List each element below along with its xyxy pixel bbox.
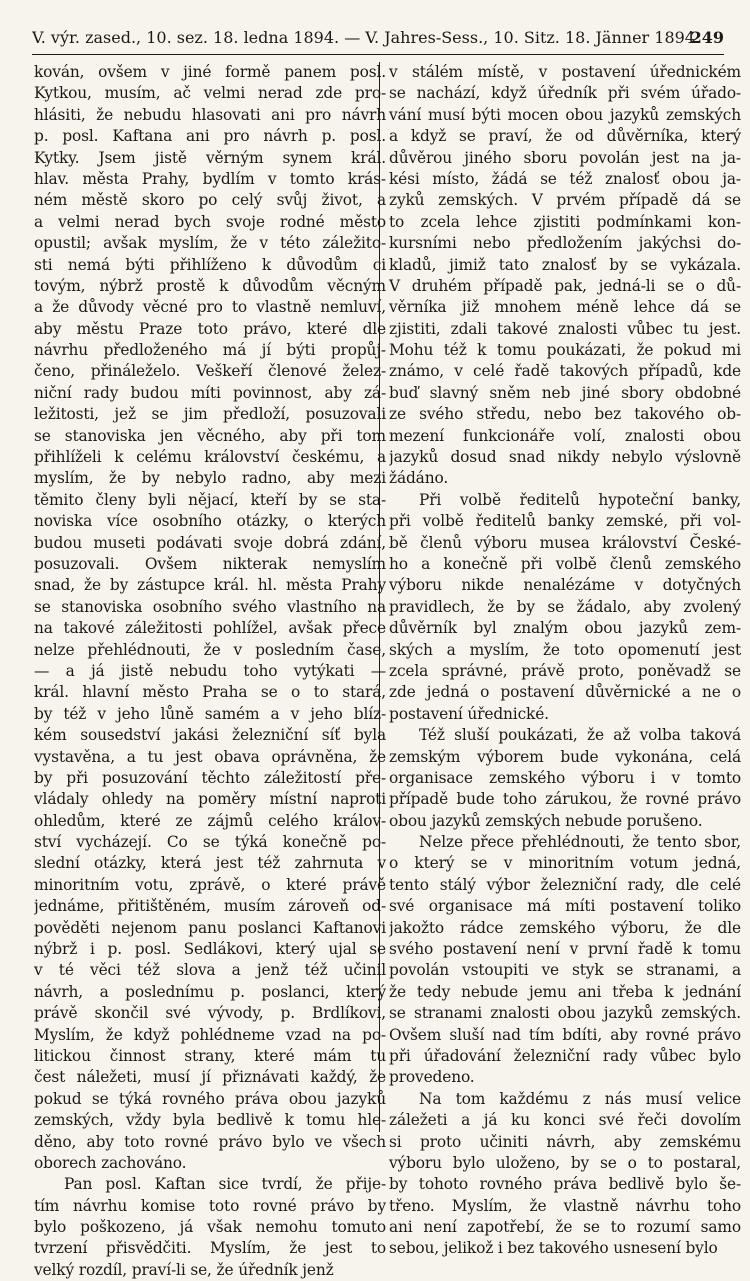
text-line: zemským výborem bude vykonána, celá xyxy=(389,747,741,766)
text-line: pověděti nejenom panu poslanci Kaftanovi xyxy=(34,918,386,937)
text-line: nelze přehlédnouti, že v posledním čase, xyxy=(34,640,386,659)
text-line: věrníka již mnohem méně lehce dá se xyxy=(389,298,741,317)
text-line: král. hlavní město Praha se o to stará, xyxy=(34,683,386,702)
text-line: Kytky. Jsem jistě věrným synem král. xyxy=(34,148,386,167)
text-line: jakožto rádce zemského výboru, že dle xyxy=(389,918,741,937)
text-line: pokud se týká rovného práva obou jazyků xyxy=(34,1089,386,1108)
text-line: buď slavný sněm neb jiné sbory obdobné xyxy=(389,383,741,402)
text-line: tvrzení přisvědčiti. Myslím, že jest to xyxy=(34,1239,386,1258)
text-line: aby městu Praze toto právo, které dle xyxy=(34,319,386,338)
text-line: vystavěna, a tu jest obava oprávněna, že xyxy=(34,747,386,766)
text-line: zyků zemských. V prvém případě dá se xyxy=(389,191,741,210)
text-line: návrhu předloženého má jí býti propůj- xyxy=(34,341,386,360)
text-line: čeno, přináleželo. Veškeří členové želez- xyxy=(34,362,386,381)
text-line: kém sousedství jakási železniční síť byla xyxy=(34,726,386,745)
text-line: minoritním votu, zprávě, o které právě xyxy=(34,875,386,894)
text-line: jazyků dosud snad nikdy nebylo výslovně xyxy=(389,448,741,467)
text-line: při volbě ředitelů banky zemské, při vol- xyxy=(389,512,741,531)
text-line: právě skončil své vývody, p. Brdlíkovi, xyxy=(34,1004,386,1023)
text-line: přihlíželi k celému království českému, a xyxy=(34,448,386,467)
text-line: a velmi nerad bych svoje rodné město xyxy=(34,212,386,231)
text-line: sti nemá býti přihlíženo k důvodům ci xyxy=(34,255,386,274)
text-line: ném městě skoro po celý svůj život, a xyxy=(34,191,386,210)
text-line: v stálém místě, v postavení úřednickém xyxy=(389,63,741,81)
text-line: bylo poškozeno, já však nemohu tomuto xyxy=(34,1218,386,1237)
text-line: tento stálý výbor železniční rady, dle celé xyxy=(389,875,741,894)
text-line: a že důvody věcné pro to vlastně nemluví, xyxy=(34,298,386,317)
text-line: kursními nebo předložením jakýchsi do- xyxy=(389,234,741,253)
text-line: provedeno. xyxy=(389,1068,475,1087)
text-line: ohledům, které ze zájmů celého králov- xyxy=(34,811,386,830)
text-line: Pan posl. Kaftan sice tvrdí, že přije- xyxy=(64,1175,386,1194)
text-line: niční rady budou míti povinnost, aby zá- xyxy=(34,383,386,402)
text-line: vládaly ohledy na poměry místní naproti xyxy=(34,790,386,809)
page-number: 249 xyxy=(690,28,724,47)
text-line: posuzovali. Ovšem nikterak nemyslím xyxy=(34,554,386,573)
text-line: kladů, jimiž tato znalosť by se vykázala. xyxy=(389,255,741,274)
text-line: v té věci též slova a jenž též učinil xyxy=(34,961,386,980)
running-header xyxy=(32,28,724,47)
text-line: to zcela lehce zjistiti podmínkami kon- xyxy=(389,212,741,231)
text-line: kési místo, žádá se též znalosť obou ja- xyxy=(389,169,741,188)
text-line: zjistiti, zdali takové znalosti vůbec tu jest. xyxy=(389,319,741,338)
text-line: žádáno. xyxy=(389,469,449,488)
text-line: hlav. města Prahy, bydlím v tomto krás- xyxy=(34,169,386,188)
left-column xyxy=(34,62,386,1281)
text-line: slední otázky, která jest též zahrnuta v xyxy=(34,854,386,873)
text-line: výboru bylo uloženo, by se o to postaral, xyxy=(389,1153,741,1172)
text-line: obou jazyků zemských nebude porušeno. xyxy=(389,811,703,830)
text-line: Na tom každému z nás musí velice xyxy=(419,1089,741,1108)
header-rule xyxy=(32,54,724,55)
text-line: budou museti podávati svoje dobrá zdání, xyxy=(34,533,386,552)
text-line: své organisace má míti postavení toliko xyxy=(389,897,741,916)
text-line: ani není zapotřebí, že se to rozumí samo xyxy=(389,1218,741,1237)
text-line: Nelze přece přehlédnouti, že tento sbor, xyxy=(419,833,741,852)
text-line: Též sluší poukázati, že až volba taková xyxy=(419,726,741,745)
text-line: jednáme, přitištěném, musím zároveň od- xyxy=(34,897,386,916)
text-line: se stanoviska osobního svého vlastního na xyxy=(34,597,386,616)
text-line: Mohu též k tomu poukázati, že pokud mi xyxy=(389,341,741,360)
text-line: Při volbě ředitelů hypoteční banky, xyxy=(419,490,741,509)
text-line: se stanoviska jen věcného, aby při tom xyxy=(34,426,386,445)
text-line: organisace zemského výboru i v tomto xyxy=(389,768,741,787)
text-line: důvěrou jiného sboru povolán jest na ja- xyxy=(389,148,741,167)
text-line: svého postavení není v první řadě k tomu xyxy=(389,940,741,959)
text-line: kován, ovšem v jiné formě panem posl. xyxy=(34,63,386,81)
text-line: zcela správné, právě proto, poněvadž se xyxy=(389,661,741,680)
text-line: p. posl. Kaftana ani pro návrh p. posl. xyxy=(34,127,386,146)
text-line: oborech zachováno. xyxy=(34,1153,187,1172)
text-line: při úřadování železniční rady vůbec bylo xyxy=(389,1046,741,1065)
text-line: bě členů výboru musea království České- xyxy=(389,533,741,552)
text-line: mezení funkcionáře volí, znalosti obou xyxy=(389,426,741,445)
text-line: čest náležeti, musí jí přiznávati každý, že xyxy=(34,1068,386,1087)
text-line: Myslím, že když pohlédneme vzad na po- xyxy=(34,1025,386,1044)
text-line: povolán vstoupiti ve styk se stranami, a xyxy=(389,961,741,980)
text-line: se stranami znalosti obou jazyků zemských. xyxy=(389,1004,741,1023)
text-line: se nachází, když úředník při svém úřado- xyxy=(389,84,741,103)
text-line: myslím, že by nebylo radno, aby mezi xyxy=(34,469,386,488)
text-line: záležeti a já ku konci své řeči dovolím xyxy=(389,1111,741,1130)
text-line: — a já jistě nebudu toho vytýkati — xyxy=(34,661,386,680)
text-line: noviska více osobního otázky, o kterých xyxy=(34,512,386,531)
text-line: Ovšem sluší nad tím bdíti, aby rovné právo xyxy=(389,1025,741,1044)
text-line: důvěrník byl znalým obou jazyků zem- xyxy=(389,619,741,638)
text-line: by též v jeho lůně samém a v jeho blíz- xyxy=(34,704,386,723)
text-line: nýbrž i p. posl. Sedlákovi, který ujal se xyxy=(34,940,386,959)
text-line: pravidlech, že by se žádalo, aby zvolený xyxy=(389,597,741,616)
text-line: ležitosti, jež se jim předloží, posuzovali xyxy=(34,405,386,424)
text-line: třeno. Myslím, že vlastně návrhu toho xyxy=(389,1196,741,1215)
text-line: opustil; avšak myslím, že v této záležito- xyxy=(34,234,386,253)
header-session-info: V. výr. zased., 10. sez. 18. ledna 1894. — V. Jahres-Sess., 10. Sitz. 18. Jänner 1894. xyxy=(32,28,701,47)
text-line: V druhém případě pak, jedná-li se o dů- xyxy=(389,276,741,295)
right-column xyxy=(389,62,741,1260)
text-line: snad, že by zástupce král. hl. města Prahy xyxy=(34,576,386,595)
text-line: Kytkou, musím, ač velmi nerad zde pro- xyxy=(34,84,386,103)
column-divider xyxy=(379,62,380,1132)
text-line: zde jedná o postavení důvěrnické a ne o xyxy=(389,683,741,702)
text-line: si proto učiniti návrh, aby zemskému xyxy=(389,1132,741,1151)
text-line: a když se praví, že od důvěrníka, který xyxy=(389,127,741,146)
text-line: případě bude toho zárukou, že rovné právo xyxy=(389,790,741,809)
text-line: zemských, vždy byla bedlivě k tomu hle- xyxy=(34,1111,386,1130)
text-line: tovým, nýbrž prostě k důvodům věcným xyxy=(34,276,386,295)
text-line: ho a konečně při volbě členů zemského xyxy=(389,554,741,573)
text-line: by tohoto rovného práva bedlivě bylo še- xyxy=(389,1175,741,1194)
text-line: na takové záležitosti pohlížel, avšak přece xyxy=(34,619,386,638)
text-line: sebou, jelikož i bez takového usnesení bylo xyxy=(389,1239,718,1258)
text-line: postavení úřednické. xyxy=(389,704,549,723)
text-line: by při posuzování těchto záležitostí pře- xyxy=(34,768,386,787)
text-line: návrh, a poslednímu p. poslanci, který xyxy=(34,982,386,1001)
text-line: o který se v minoritním votum jedná, xyxy=(389,854,741,873)
text-line: ských a myslím, že toto opomenutí jest xyxy=(389,640,741,659)
text-line: velký rozdíl, praví-li se, že úředník jenž xyxy=(34,1260,334,1279)
text-line: děno, aby toto rovné právo bylo ve všech xyxy=(34,1132,386,1151)
text-line: vání musí býti mocen obou jazyků zemských xyxy=(389,105,741,124)
text-line: ze svého středu, nebo bez takového ob- xyxy=(389,405,741,424)
text-line: výboru nikde nenalézáme v dotyčných xyxy=(389,576,741,595)
text-line: těmito členy byli nějací, kteří by se sta- xyxy=(34,490,386,509)
text-line: hlásiti, že nebudu hlasovati ani pro návrh xyxy=(34,105,386,124)
text-line: známo, v celé řadě takových případů, kde xyxy=(389,362,741,381)
text-line: ství vycházejí. Co se týká konečně po- xyxy=(34,833,386,852)
text-line: litickou činnost strany, které mám tu xyxy=(34,1046,386,1065)
text-line: tím návrhu komise toto rovné právo by xyxy=(34,1196,386,1215)
text-line: že tedy nebude jemu ani třeba k jednání xyxy=(389,982,741,1001)
